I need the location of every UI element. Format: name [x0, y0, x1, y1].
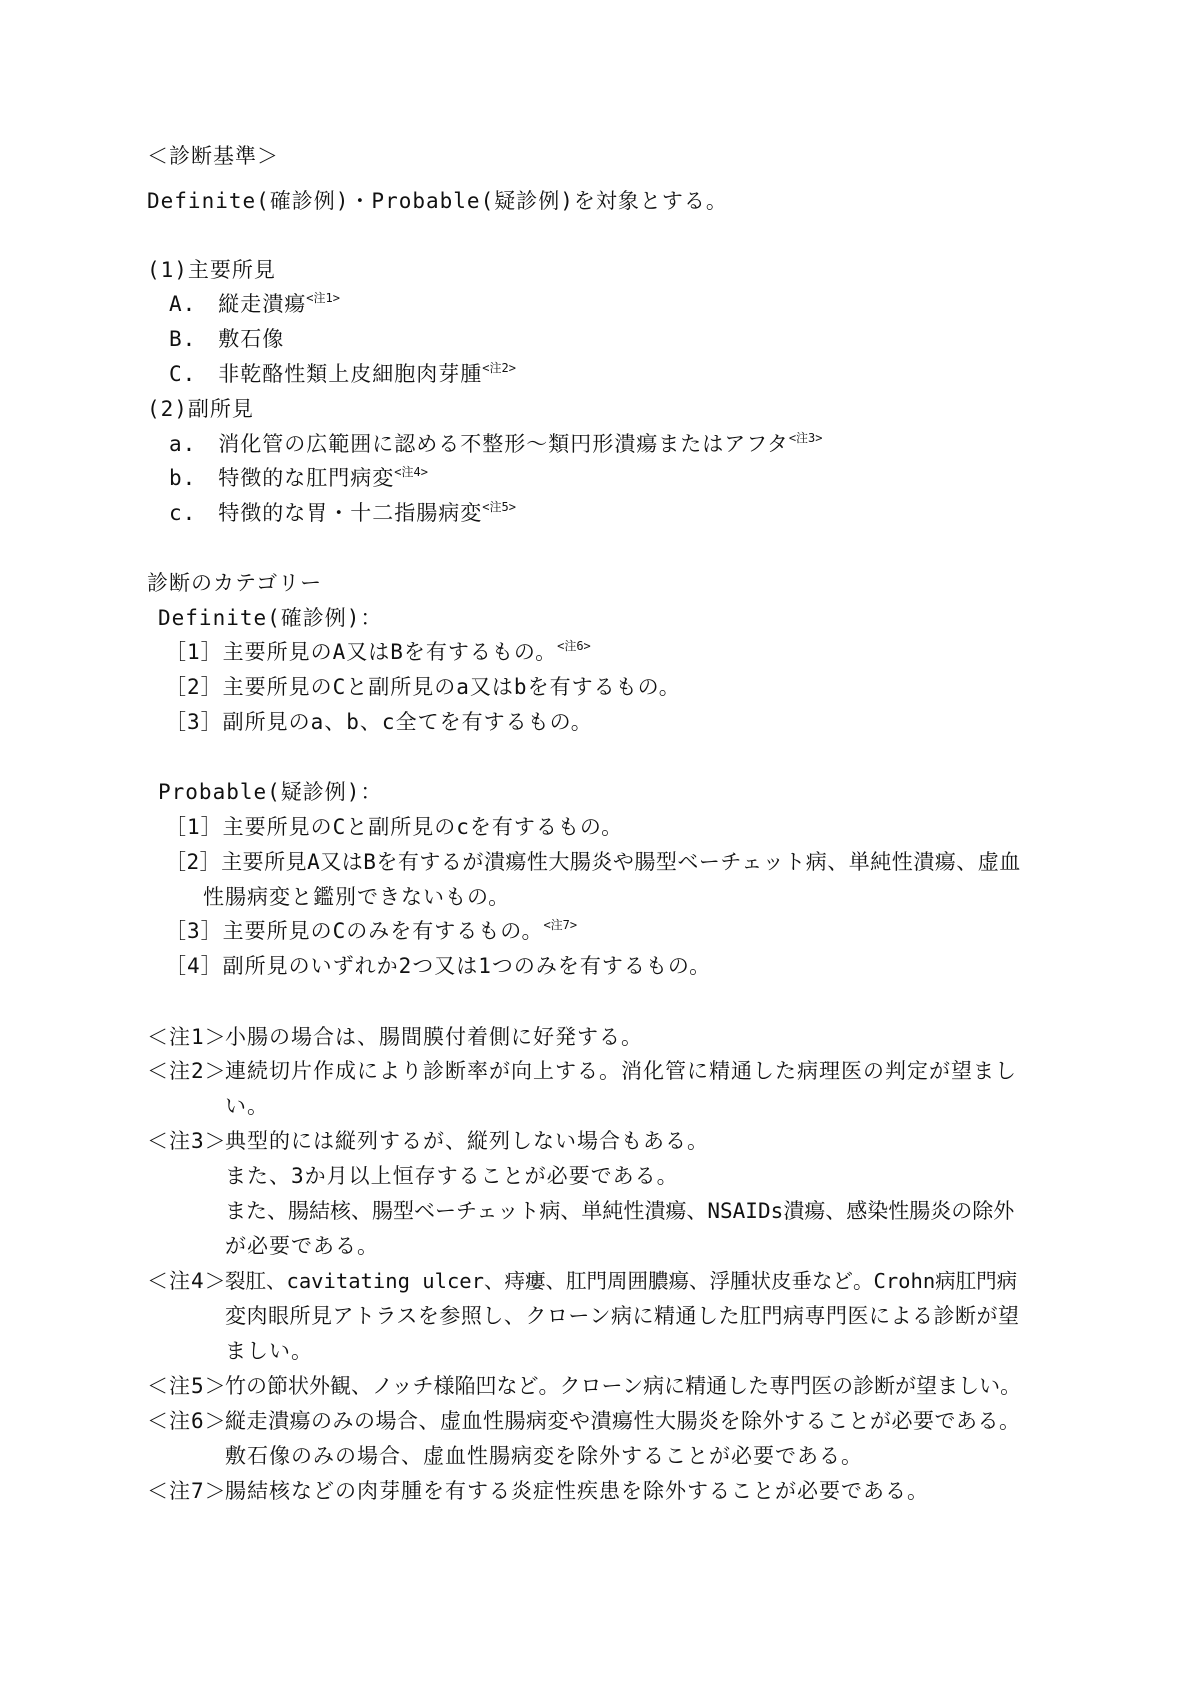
note-ref: <注1> [306, 291, 340, 305]
criteria-title: ＜診断基準＞ [147, 144, 279, 168]
probable-heading: Probable(疑診例)： [158, 780, 383, 804]
note-ref: <注2> [482, 361, 516, 375]
note-2-text: 連続切片作成により診断率が向上する。消化管に精通した病理医の判定が望まし [225, 1059, 1017, 1083]
note-7-label: ＜注7＞ [147, 1479, 227, 1503]
categories-heading: 診断のカテゴリー [147, 571, 323, 595]
note-3-text-3: また、腸結核、腸型ベーチェット病、単純性潰瘍、NSAIDs潰瘍、感染性腸炎の除外 [225, 1199, 1015, 1223]
definite-heading: Definite(確診例)： [158, 606, 383, 630]
note-ref: <注3> [788, 431, 823, 445]
note-2-text-cont: い。 [225, 1094, 269, 1118]
minor-finding-a: a. 消化管の広範囲に認める不整形～類円形潰瘍またはアフタ$^{<注3>}$ [169, 431, 823, 456]
probable-item-3: ［3］主要所見のCのみを有するもの。$^{<注7>}$ [165, 918, 578, 943]
note-7-text: 腸結核などの肉芽腫を有する炎症性疾患を除外することが必要である。 [225, 1479, 929, 1503]
note-ref: <注5> [482, 500, 516, 514]
probable-item-1: ［1］主要所見のCと副所見のcを有するもの。 [165, 815, 624, 839]
minor-finding-c: c. 特徴的な胃・十二指腸病変$^{<注5>}$ [169, 500, 516, 525]
definite-item-3: ［3］副所見のa、b、c全てを有するもの。 [165, 710, 593, 734]
major-finding-b: B. 敷石像 [169, 327, 285, 351]
note-5-label: ＜注5＞ [147, 1374, 227, 1398]
note-4-text-3: ましい。 [225, 1339, 313, 1363]
note-ref: <注4> [394, 465, 428, 479]
note-3-label: ＜注3＞ [147, 1129, 227, 1153]
probable-item-4: ［4］副所見のいずれか2つ又は1つのみを有するもの。 [165, 954, 712, 978]
note-3-text-4: が必要である。 [225, 1234, 379, 1258]
note-2-label: ＜注2＞ [147, 1059, 227, 1083]
note-3-text: 典型的には縦列するが、縦列しない場合もある。 [225, 1129, 709, 1153]
note-3-text-2: また、3か月以上恒存することが必要である。 [225, 1164, 679, 1188]
note-ref: <注6> [557, 639, 591, 653]
minor-finding-b: b. 特徴的な肛門病変$^{<注4>}$ [169, 465, 428, 490]
note-6-label: ＜注6＞ [147, 1409, 227, 1433]
note-4-text: 裂肛、cavitating ulcer、痔瘻、肛門周囲膿瘍、浮腫状皮垂など。Crohn病肛門病 [225, 1269, 1018, 1293]
note-4-text-2: 変肉眼所見アトラスを参照し、クローン病に精通した肛門病専門医による診断が望 [225, 1304, 1020, 1328]
criteria-scope: Definite(確診例)・Probable(疑診例)を対象とする。 [147, 189, 728, 213]
minor-findings-heading: (2)副所見 [147, 397, 254, 421]
note-4-label: ＜注4＞ [147, 1269, 227, 1293]
probable-item-2-cont: 性腸病変と鑑別できないもの。 [203, 885, 511, 909]
note-ref: <注7> [543, 918, 578, 932]
note-1-text: 小腸の場合は、腸間膜付着側に好発する。 [225, 1025, 643, 1049]
note-1-label: ＜注1＞ [147, 1025, 227, 1049]
major-finding-a: A. 縦走潰瘍$^{<注1>}$ [169, 291, 340, 316]
note-5-text: 竹の節状外観、ノッチ様陥凹など。クローン病に精通した専門医の診断が望ましい。 [225, 1374, 1022, 1398]
definite-item-2: ［2］主要所見のCと副所見のa又はbを有するもの。 [165, 675, 681, 699]
major-finding-c: C. 非乾酪性類上皮細胞肉芽腫$^{<注2>}$ [169, 361, 516, 386]
probable-item-2: ［2］主要所見A又はBを有するが潰瘍性大腸炎や腸型ベーチェット病、単純性潰瘍、虚血 [165, 850, 1021, 874]
major-findings-heading: (1)主要所見 [147, 258, 276, 282]
note-6-text: 縦走潰瘍のみの場合、虚血性腸病変や潰瘍性大腸炎を除外することが必要である。 [225, 1409, 1021, 1433]
definite-item-1: ［1］主要所見のA又はBを有するもの。$^{<注6>}$ [165, 639, 591, 664]
note-6-text-2: 敷石像のみの場合、虚血性腸病変を除外することが必要である。 [225, 1444, 863, 1468]
